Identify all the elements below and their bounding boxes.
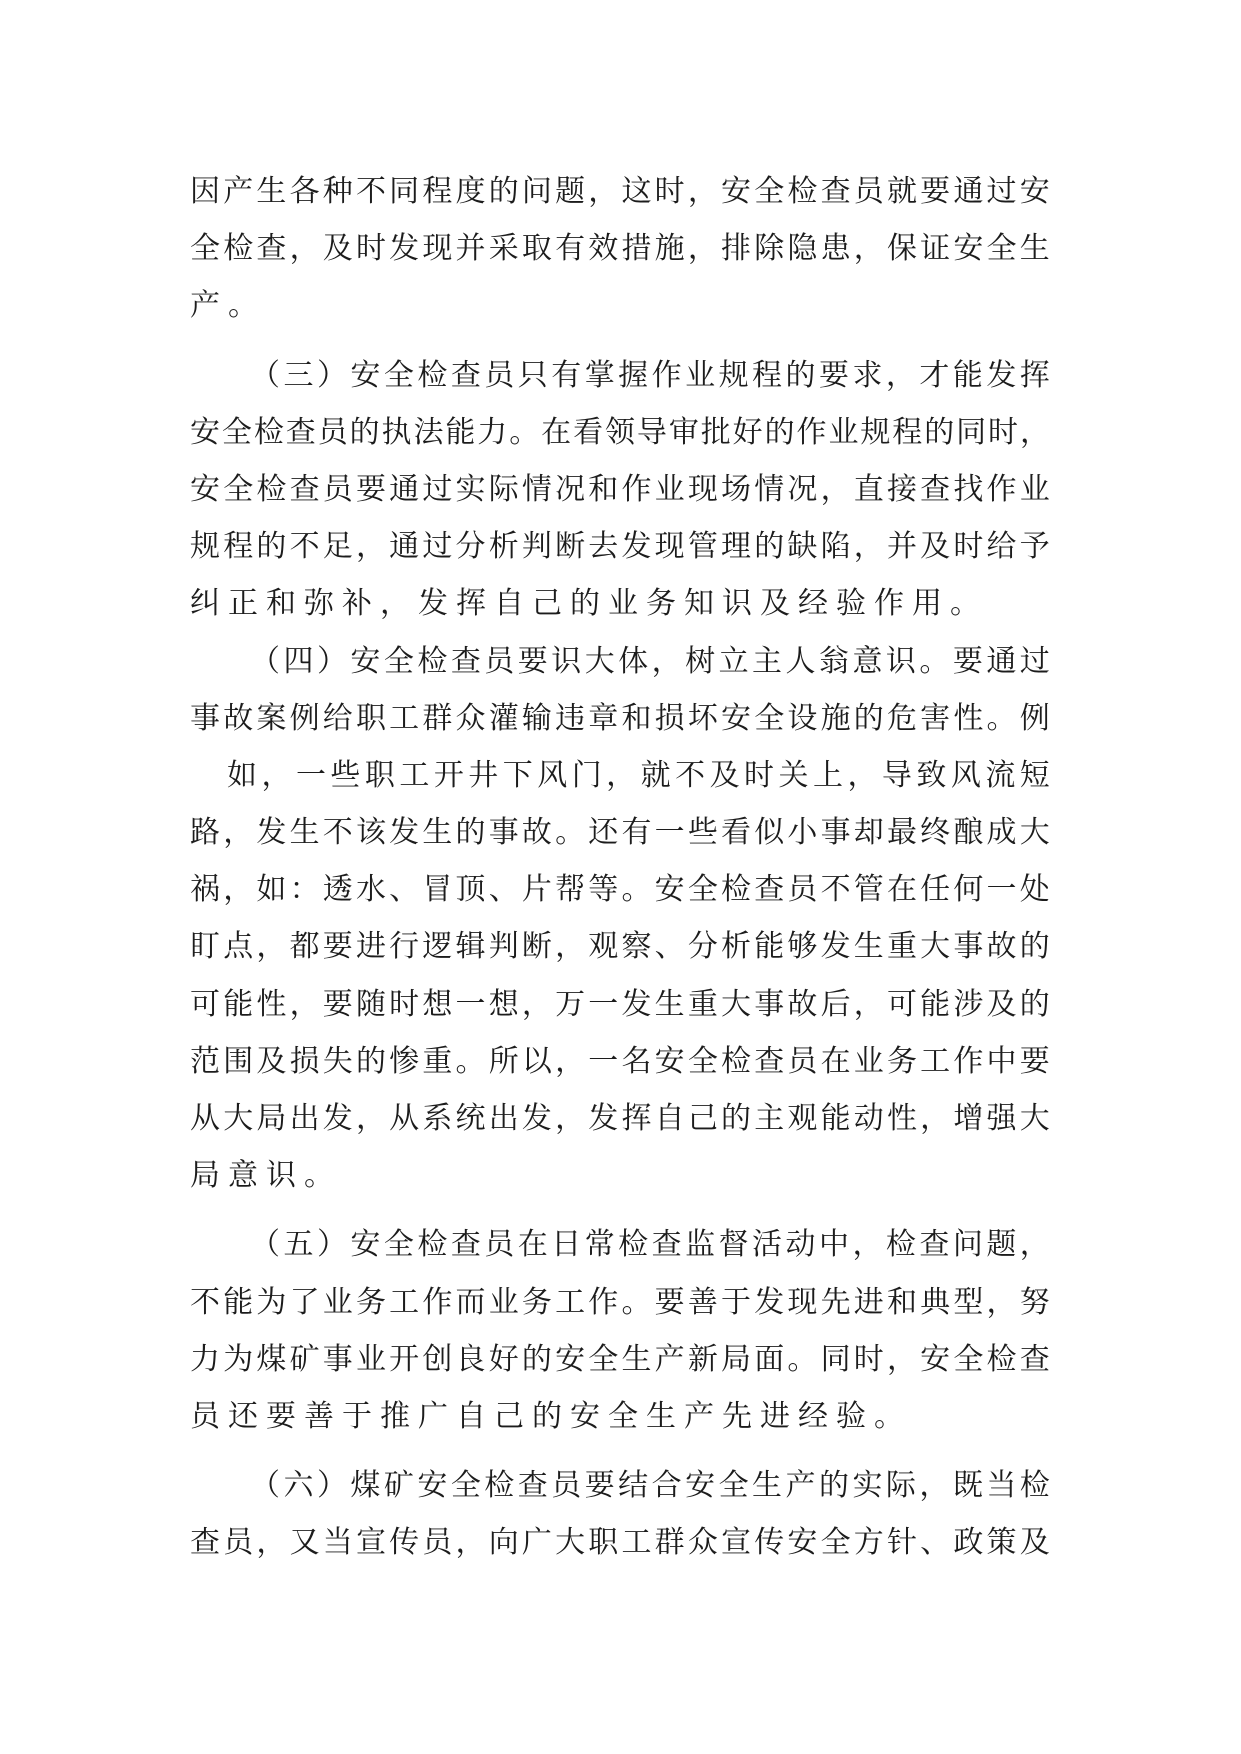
paragraph-item-4 (190, 633, 1050, 1205)
paragraph-item-5 (190, 1216, 1050, 1445)
text-line: （ 六 ） 煤 矿 安 全 检 查 员 要 结 合 安 全 生 产 的 实 际 ， 既 当 检 (250, 1468, 1050, 1504)
text-line: 力 为 煤 矿 事 业 开 创 良 好 的 安 全 生 产 新 局 面 。 同 时 ， 安 全 检 查 (190, 1341, 1050, 1377)
text-line: 纠正和弥补，发挥自己的业务知识及经验作用。 (190, 586, 988, 622)
paragraph-item-3 (190, 347, 1050, 633)
text-line: 安 全 检 查 员 要 通 过 实 际 情 况 和 作 业 现 场 情 况 ， 直 接 查 找 作 业 (190, 471, 1050, 507)
text-line: 规 程 的 不 足 ， 通 过 分 析 判 断 去 发 现 管 理 的 缺 陷 ， 并 及 时 给 予 (190, 529, 1050, 565)
body-text (190, 163, 1050, 1572)
paragraph-continued (190, 163, 1050, 335)
text-line: 范 围 及 损 失 的 惨 重 。 所 以 ， 一 名 安 全 检 查 员 在 业 务 工 作 中 要 (190, 1043, 1050, 1079)
text-line: 祸 ， 如 ： 透 水 、 冒 顶 、 片 帮 等 。 安 全 检 查 员 不 管 在 任 何 一 处 (190, 872, 1050, 908)
text-line: 可 能 性 ， 要 随 时 想 一 想 ， 万 一 发 生 重 大 事 故 后 ， 可 能 涉 及 的 (190, 986, 1050, 1022)
text-line: 如 ， 一 些 职 工 开 井 下 风 门 ， 就 不 及 时 关 上 ， 导 致 风 流 短 (227, 757, 1050, 793)
text-line: 员还要善于推广自己的安全生产先进经验。 (190, 1398, 912, 1434)
text-line: （ 五 ） 安 全 检 查 员 在 日 常 检 查 监 督 活 动 中 ， 检 查 问 题 ， (250, 1227, 1050, 1263)
paragraph-item-6 (190, 1457, 1050, 1571)
text-line: 安 全 检 查 员 的 执 法 能 力 。 在 看 领 导 审 批 好 的 作 业 规 程 的 同 时 ， (190, 414, 1050, 450)
text-line: （ 三 ） 安 全 检 查 员 只 有 掌 握 作 业 规 程 的 要 求 ， 才 能 发 挥 (250, 357, 1050, 393)
text-line: （ 四 ） 安 全 检 查 员 要 识 大 体 ， 树 立 主 人 翁 意 识 。 要 通 过 (250, 643, 1050, 679)
text-line: 局意识。 (190, 1158, 342, 1194)
text-line: 从 大 局 出 发 ， 从 系 统 出 发 ， 发 挥 自 己 的 主 观 能 动 性 ， 增 强 大 (190, 1101, 1050, 1136)
text-line: 路 ， 发 生 不 该 发 生 的 事 故 。 还 有 一 些 看 似 小 事 却 最 终 酿 成 大 (190, 815, 1050, 851)
text-line: 事 故 案 例 给 职 工 群 众 灌 输 违 章 和 损 坏 安 全 设 施 的 危 害 性 。 例 (190, 700, 1050, 736)
text-line: 查 员 ， 又 当 宣 传 员 ， 向 广 大 职 工 群 众 宣 传 安 全 方 针 、 政 策 及 (190, 1525, 1050, 1561)
text-line: 盯 点 ， 都 要 进 行 逻 辑 判 断 ， 观 察 、 分 析 能 够 发 生 重 大 事 故 的 (190, 929, 1050, 965)
text-line: 全 检 查 ， 及 时 发 现 并 采 取 有 效 措 施 ， 排 除 隐 患 ， 保 证 安 全 生 (190, 231, 1050, 267)
text-line: 因 产 生 各 种 不 同 程 度 的 问 题 ， 这 时 ， 安 全 检 查 员 就 要 通 过 安 (190, 174, 1050, 209)
text-line: 产。 (190, 288, 266, 324)
text-line: 不 能 为 了 业 务 工 作 而 业 务 工 作 。 要 善 于 发 现 先 进 和 典 型 ， 努 (190, 1284, 1050, 1320)
